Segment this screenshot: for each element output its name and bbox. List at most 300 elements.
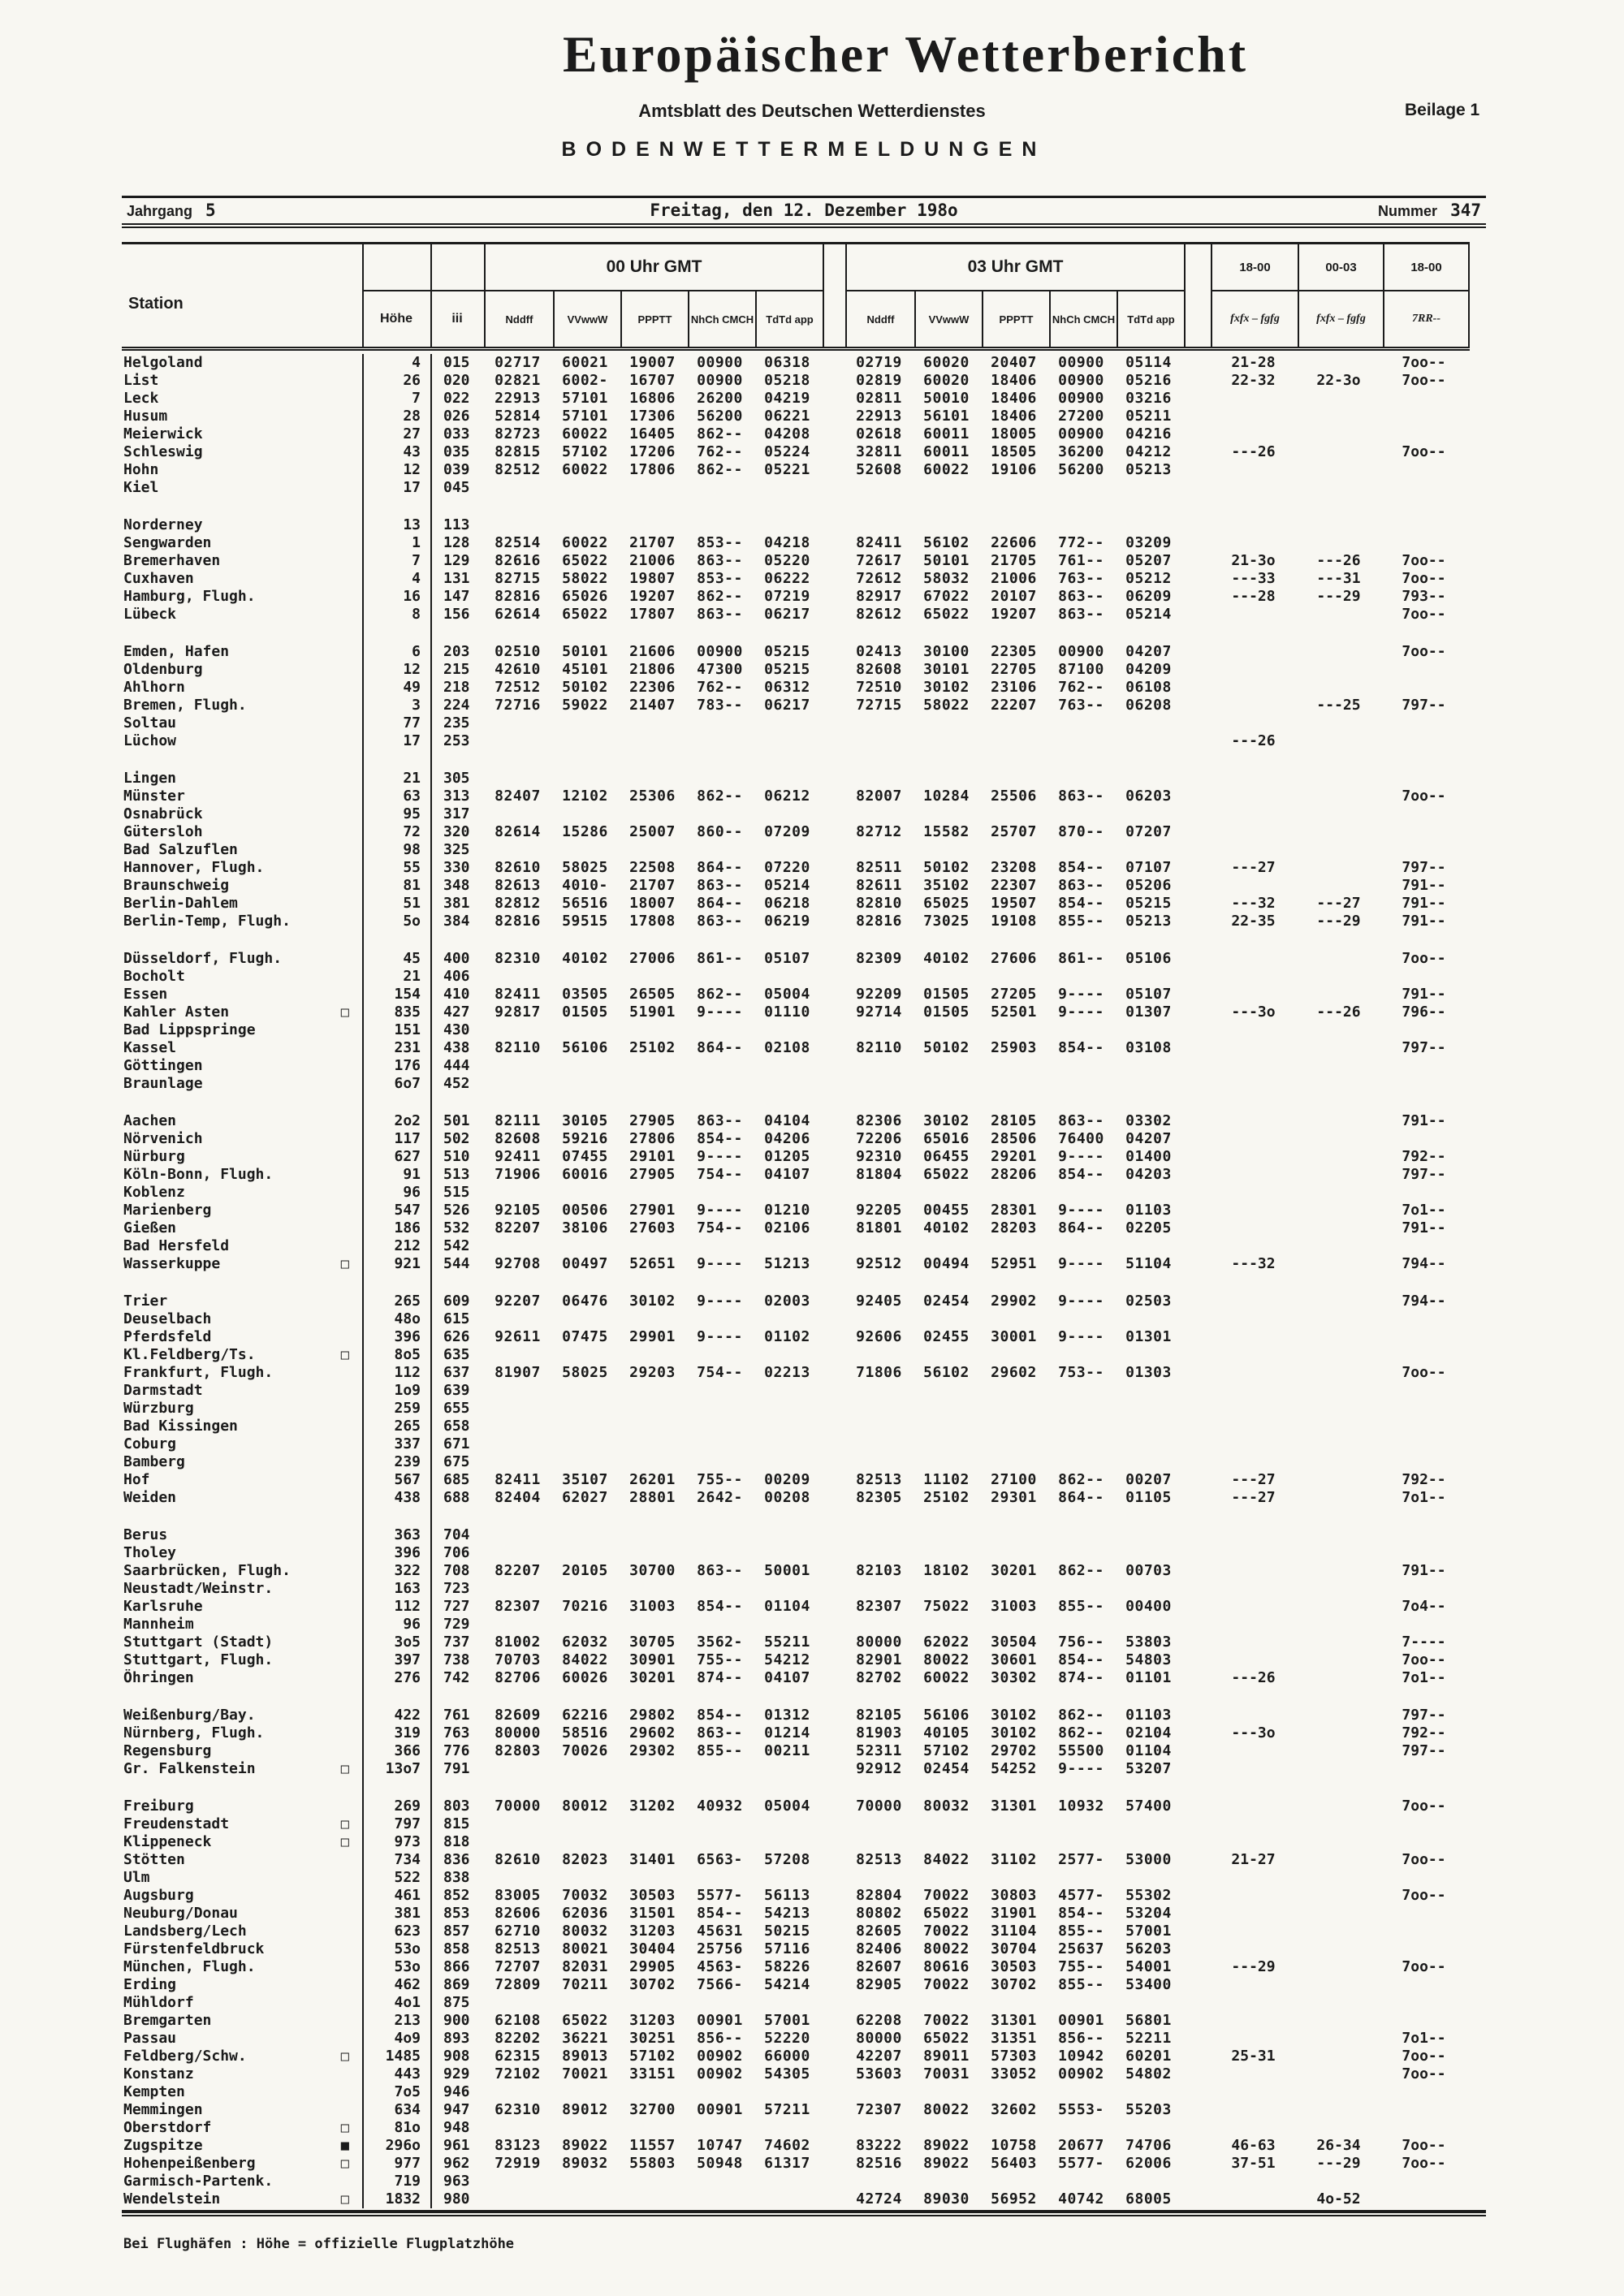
column-gap (821, 1544, 845, 1562)
obs-00-2: 16707 (629, 372, 676, 389)
obs-00-1: 70021 (562, 2065, 608, 2082)
obs-03-1: 60022 (923, 461, 970, 478)
obs-00-1: 58025 (562, 859, 608, 876)
precip-7rr: 791-- (1402, 986, 1446, 1003)
column-gap (1182, 1237, 1211, 1255)
column-gap (1182, 552, 1211, 570)
precip-7rr: 793-- (1402, 588, 1446, 605)
obs-03-3 (1047, 2173, 1115, 2190)
obs-00-4 (754, 770, 821, 788)
obs-03-4: 00400 (1125, 1598, 1172, 1615)
right-col-label-0: 18-00 (1239, 260, 1271, 274)
obs-03-2: 22307 (991, 877, 1037, 894)
obs-00-2 (619, 1580, 686, 1598)
wind-extreme-18-00 (1211, 1905, 1296, 1923)
subcol-label-4: TdTd app (755, 291, 823, 347)
station-height: 13o7 (385, 1760, 421, 1777)
wind-extreme-18-00 (1211, 1166, 1296, 1184)
station-height: 547 (394, 1202, 421, 1219)
obs-00-1: 80021 (562, 1940, 608, 1957)
obs-03-4 (1115, 1994, 1182, 2012)
table-row (122, 1039, 1470, 1057)
precip-7rr (1381, 1544, 1466, 1562)
station-name: Osnabrück (123, 805, 203, 822)
obs-03-4: 05107 (1125, 986, 1172, 1003)
obs-03-1 (913, 516, 980, 534)
obs-03-3: 00900 (1058, 372, 1104, 389)
wind-extreme-00-03 (1296, 661, 1381, 679)
column-gap (821, 443, 845, 461)
wind-extreme-18-00 (1211, 950, 1296, 968)
station-height: 4 (412, 354, 421, 371)
column-gap (821, 950, 845, 968)
column-gap (821, 552, 845, 570)
obs-00-1 (551, 1237, 619, 1255)
station-height: 921 (394, 1255, 421, 1272)
obs-03-2: 31301 (991, 1798, 1037, 1815)
obs-00-4: 57001 (764, 2012, 810, 2029)
obs-03-4: 05216 (1125, 372, 1172, 389)
wind-extreme-18-00: ---32 (1231, 1255, 1276, 1272)
table-row (122, 1489, 1470, 1507)
obs-00-2 (619, 1057, 686, 1075)
precip-7rr: 791-- (1402, 913, 1446, 930)
precip-7rr (1381, 1418, 1466, 1435)
precip-7rr: 7oo-- (1402, 2048, 1446, 2065)
obs-03-0: 02618 (856, 425, 902, 442)
station-height: 4o9 (394, 2030, 421, 2047)
column-gap (821, 1184, 845, 1202)
obs-00-0: 02821 (495, 372, 541, 389)
column-gap (1182, 1994, 1211, 2012)
table-row (122, 1616, 1470, 1634)
obs-00-0: 81907 (495, 1364, 541, 1381)
obs-03-2: 30803 (991, 1887, 1037, 1904)
station-name: Feldberg/Schw. □ (123, 2048, 349, 2065)
wind-extreme-00-03 (1296, 1148, 1381, 1166)
table-row (122, 2048, 1470, 2065)
table-row (122, 1453, 1470, 1471)
obs-03-2 (980, 1833, 1047, 1851)
column-gap (1182, 1976, 1211, 1994)
column-gap (1182, 1833, 1211, 1851)
column-gap (1182, 1869, 1211, 1887)
obs-03-4 (1115, 1382, 1182, 1400)
column-gap (1182, 443, 1211, 461)
obs-00-2 (619, 1418, 686, 1435)
obs-00-4: 04206 (764, 1130, 810, 1147)
obs-00-3: 863-- (697, 913, 743, 930)
obs-03-3 (1047, 1616, 1115, 1634)
wind-extreme-18-00 (1211, 823, 1296, 841)
obs-00-3: 2642- (697, 1489, 743, 1506)
obs-03-3: 2577- (1058, 1851, 1104, 1868)
obs-00-2: 31401 (629, 1851, 676, 1868)
obs-03-0 (845, 1580, 913, 1598)
obs-00-4: 00211 (764, 1742, 810, 1759)
obs-00-1 (551, 1526, 619, 1544)
obs-03-4 (1115, 714, 1182, 732)
obs-00-2: 21707 (629, 877, 676, 894)
right-col-sub-0: fxfx – fgfg (1212, 290, 1298, 347)
table-row (122, 552, 1470, 570)
obs-00-2 (619, 1310, 686, 1328)
column-gap (821, 805, 845, 823)
obs-00-3 (686, 714, 754, 732)
obs-00-4: 02213 (764, 1364, 810, 1381)
column-gap (1182, 1760, 1211, 1778)
table-row (122, 1166, 1470, 1184)
column-gap (1182, 1798, 1211, 1815)
station-number: 893 (443, 2030, 470, 2047)
column-gap (1182, 1580, 1211, 1598)
group-03-label: 03 Uhr GMT (967, 257, 1064, 276)
obs-03-2 (980, 714, 1047, 732)
station-height: 91 (403, 1166, 421, 1183)
station-height: 112 (394, 1364, 421, 1381)
table-row (122, 2083, 1470, 2101)
column-gap (821, 1148, 845, 1166)
obs-03-3 (1047, 770, 1115, 788)
station-height: 396 (394, 1328, 421, 1345)
obs-00-3: 864-- (697, 895, 743, 912)
station-name: Gütersloh (123, 823, 203, 840)
obs-00-4: 07209 (764, 823, 810, 840)
obs-03-3: 76400 (1058, 1130, 1104, 1147)
wind-extreme-00-03: ---26 (1316, 1003, 1361, 1021)
obs-00-4: 04208 (764, 425, 810, 442)
obs-00-3 (686, 2119, 754, 2137)
station-height: 977 (394, 2155, 421, 2172)
station-number: 738 (443, 1651, 470, 1668)
station-number: 510 (443, 1148, 470, 1165)
obs-03-3: 855-- (1058, 913, 1104, 930)
obs-03-0: 82007 (856, 788, 902, 805)
obs-00-3 (686, 1760, 754, 1778)
station-name: Meierwick (123, 425, 203, 442)
column-gap (1182, 588, 1211, 606)
wind-extreme-00-03 (1296, 714, 1381, 732)
station-name: Freudenstadt □ (123, 1815, 349, 1832)
station-number: 639 (443, 1382, 470, 1399)
station-height: 627 (394, 1148, 421, 1165)
obs-00-3: 26200 (697, 390, 743, 407)
obs-00-0: 62315 (495, 2048, 541, 2065)
column-gap (1182, 1616, 1211, 1634)
obs-03-1: 40102 (923, 1219, 970, 1236)
table-row (122, 2119, 1470, 2137)
station-height: 27 (403, 425, 421, 442)
obs-00-3: 874-- (697, 1669, 743, 1686)
obs-03-0 (845, 770, 913, 788)
obs-00-2 (619, 1346, 686, 1364)
station-height: 443 (394, 2065, 421, 2082)
obs-03-2 (980, 2083, 1047, 2101)
obs-00-3 (686, 841, 754, 859)
obs-00-2 (619, 805, 686, 823)
wind-extreme-00-03 (1296, 1562, 1381, 1580)
station-name: Hof (123, 1471, 150, 1488)
station-height: 623 (394, 1923, 421, 1940)
obs-00-4: 05221 (764, 461, 810, 478)
station-number: 384 (443, 913, 470, 930)
obs-00-1 (551, 1400, 619, 1418)
obs-00-1: 59216 (562, 1130, 608, 1147)
station-name: Bremen, Flugh. (123, 697, 247, 714)
obs-00-2: 21006 (629, 552, 676, 569)
obs-03-0: 92512 (856, 1255, 902, 1272)
obs-00-0: 22913 (495, 390, 541, 407)
obs-00-2: 30201 (629, 1669, 676, 1686)
station-height: 212 (394, 1237, 421, 1254)
obs-03-3: 00900 (1058, 390, 1104, 407)
obs-03-4: 07107 (1125, 859, 1172, 876)
obs-03-2: 20407 (991, 354, 1037, 371)
column-gap (821, 534, 845, 552)
obs-00-0: 72919 (495, 2155, 541, 2172)
obs-03-0: 92205 (856, 1202, 902, 1219)
wind-extreme-18-00: ---3o (1231, 1003, 1276, 1021)
obs-03-1 (913, 714, 980, 732)
obs-00-1 (551, 732, 619, 750)
obs-03-1 (913, 1869, 980, 1887)
station-marker-icon: □ (340, 2120, 349, 2136)
station-number: 022 (443, 390, 470, 407)
wind-extreme-00-03 (1296, 1382, 1381, 1400)
wind-extreme-00-03 (1296, 1651, 1381, 1669)
obs-00-4: 56113 (764, 1887, 810, 1904)
obs-03-3: 762-- (1058, 679, 1104, 696)
obs-00-3: 862-- (697, 461, 743, 478)
station-number: 858 (443, 1940, 470, 1957)
station-name: Weißenburg/Bay. (123, 1707, 256, 1724)
wind-extreme-18-00: 21-3o (1231, 552, 1276, 569)
table-row (122, 1293, 1470, 1310)
divider-line (362, 354, 364, 2208)
obs-03-1: 10284 (923, 788, 970, 805)
column-gap (1182, 1346, 1211, 1364)
table-row (122, 1382, 1470, 1400)
precip-7rr (1381, 1833, 1466, 1851)
table-row (122, 1760, 1470, 1778)
obs-03-2: 23208 (991, 859, 1037, 876)
table-row (122, 2173, 1470, 2190)
wind-extreme-00-03 (1296, 788, 1381, 805)
right-col-label-2: 18-00 (1383, 244, 1468, 290)
obs-03-0: 82513 (856, 1851, 902, 1868)
obs-03-4: 54803 (1125, 1651, 1172, 1668)
obs-00-4: 05214 (764, 877, 810, 894)
obs-00-4 (754, 1057, 821, 1075)
obs-00-0 (484, 1021, 551, 1039)
wind-extreme-18-00 (1211, 2101, 1296, 2119)
obs-00-2 (619, 1833, 686, 1851)
column-gap (821, 968, 845, 986)
station-number: 626 (443, 1328, 470, 1345)
obs-03-4 (1115, 1544, 1182, 1562)
obs-00-3 (686, 1544, 754, 1562)
table-row (122, 770, 1470, 788)
obs-00-2 (619, 2083, 686, 2101)
table-row (122, 1544, 1470, 1562)
obs-03-3 (1047, 1237, 1115, 1255)
wind-extreme-00-03 (1296, 1202, 1381, 1219)
wind-extreme-00-03 (1296, 2048, 1381, 2065)
wind-extreme-00-03 (1296, 425, 1381, 443)
obs-03-1: 60011 (923, 443, 970, 460)
station-number: 348 (443, 877, 470, 894)
obs-03-0: 32811 (856, 443, 902, 460)
obs-00-2: 19207 (629, 588, 676, 605)
obs-00-4: 61317 (764, 2155, 810, 2172)
column-gap (821, 1887, 845, 1905)
precip-7rr: 7oo-- (1402, 2065, 1446, 2082)
obs-03-4: 04209 (1125, 661, 1172, 678)
subcol-label-2: PPPTT (982, 291, 1049, 347)
station-height: 296o (385, 2137, 421, 2154)
column-gap (1182, 1219, 1211, 1237)
wind-extreme-18-00: ---27 (1231, 1471, 1276, 1488)
obs-03-2 (980, 1021, 1047, 1039)
obs-00-1: 58025 (562, 1364, 608, 1381)
precip-7rr (1381, 1130, 1466, 1148)
obs-03-2: 25707 (991, 823, 1037, 840)
obs-03-4 (1115, 1310, 1182, 1328)
obs-03-1 (913, 1057, 980, 1075)
obs-00-4 (754, 1616, 821, 1634)
obs-00-3: 00900 (697, 372, 743, 389)
station-height: 1832 (385, 2190, 421, 2208)
station-height: 176 (394, 1057, 421, 1074)
table-row (122, 2137, 1470, 2155)
obs-00-4 (754, 479, 821, 497)
station-number: 218 (443, 679, 470, 696)
obs-03-2 (980, 1382, 1047, 1400)
obs-00-0 (484, 516, 551, 534)
obs-00-4: 04107 (764, 1166, 810, 1183)
obs-00-1: 00497 (562, 1255, 608, 1272)
wind-extreme-00-03 (1296, 1057, 1381, 1075)
obs-00-4: 04107 (764, 1669, 810, 1686)
obs-03-0 (845, 968, 913, 986)
obs-03-2 (980, 1869, 1047, 1887)
precip-7rr: 797-- (1402, 1707, 1446, 1724)
column-gap (1182, 1039, 1211, 1057)
obs-00-2 (619, 1544, 686, 1562)
station-name: Hohn (123, 461, 159, 478)
block-gap (122, 1778, 1470, 1798)
column-gap (1182, 1489, 1211, 1507)
column-gap (821, 461, 845, 479)
column-gap (821, 479, 845, 497)
column-gap (821, 1255, 845, 1273)
precip-7rr (1381, 2083, 1466, 2101)
table-row (122, 986, 1470, 1003)
precip-7rr (1381, 1021, 1466, 1039)
station-name: Bamberg (123, 1453, 185, 1470)
obs-03-1: 35102 (923, 877, 970, 894)
obs-00-3: 754-- (697, 1166, 743, 1183)
obs-00-2 (619, 1382, 686, 1400)
precip-7rr (1381, 1075, 1466, 1093)
wind-extreme-00-03 (1296, 1310, 1381, 1328)
station-name: Karlsruhe (123, 1598, 203, 1615)
table-row (122, 1958, 1470, 1976)
right-col-label-1: 00-03 (1298, 244, 1383, 290)
precip-7rr (1381, 408, 1466, 425)
station-name: Kassel (123, 1039, 177, 1056)
obs-00-4 (754, 1382, 821, 1400)
column-gap (821, 823, 845, 841)
obs-00-0: 82310 (495, 950, 541, 967)
station-height: 98 (403, 841, 421, 858)
obs-03-3: 00902 (1058, 2065, 1104, 2082)
obs-03-0: 82905 (856, 1976, 902, 1993)
obs-03-3: 5553- (1058, 2101, 1104, 2118)
obs-03-2: 27606 (991, 950, 1037, 967)
wind-extreme-18-00 (1211, 714, 1296, 732)
precip-7rr (1381, 479, 1466, 497)
obs-03-0: 72206 (856, 1130, 902, 1147)
station-number: 723 (443, 1580, 470, 1597)
station-number: 253 (443, 732, 470, 749)
wind-extreme-00-03 (1296, 2065, 1381, 2083)
obs-03-1 (913, 1418, 980, 1435)
obs-00-1 (551, 2190, 619, 2208)
obs-00-2: 31202 (629, 1798, 676, 1815)
obs-03-3: 772-- (1058, 534, 1104, 551)
station-height: 363 (394, 1526, 421, 1543)
obs-03-2: 19207 (991, 606, 1037, 623)
station-height: 5o (403, 913, 421, 930)
station-name: Nürnberg, Flugh. (123, 1724, 265, 1741)
wind-extreme-18-00: ---33 (1231, 570, 1276, 587)
obs-00-1: 65022 (562, 2012, 608, 2029)
table-row (122, 1707, 1470, 1724)
obs-03-2: 22207 (991, 697, 1037, 714)
obs-00-4: 06219 (764, 913, 810, 930)
station-name: Bremgarten (123, 2012, 212, 2029)
obs-03-2: 30302 (991, 1669, 1037, 1686)
obs-00-4 (754, 1021, 821, 1039)
station-name: Trier (123, 1293, 168, 1310)
obs-03-0: 81804 (856, 1166, 902, 1183)
table-row (122, 679, 1470, 697)
obs-03-4 (1115, 1418, 1182, 1435)
column-gap (1182, 1435, 1211, 1453)
obs-03-0 (845, 1435, 913, 1453)
wind-extreme-00-03: ---29 (1316, 2155, 1361, 2172)
obs-03-3: 55500 (1058, 1742, 1104, 1759)
station-number: 815 (443, 1815, 470, 1832)
wind-extreme-18-00: ---26 (1231, 732, 1276, 749)
obs-03-0: 80802 (856, 1905, 902, 1922)
obs-00-4: 07219 (764, 588, 810, 605)
obs-00-2: 30702 (629, 1976, 676, 1993)
obs-03-2: 29201 (991, 1148, 1037, 1165)
obs-00-4: 01110 (764, 1003, 810, 1021)
obs-00-3 (686, 732, 754, 750)
station-height: 381 (394, 1905, 421, 1922)
obs-03-4 (1115, 2173, 1182, 2190)
obs-00-4: 05215 (764, 643, 810, 660)
obs-03-1 (913, 1382, 980, 1400)
obs-03-3 (1047, 1453, 1115, 1471)
obs-00-2: 26505 (629, 986, 676, 1003)
obs-03-3: 9---- (1058, 1003, 1104, 1021)
obs-00-4: 02106 (764, 1219, 810, 1236)
obs-03-0 (845, 1526, 913, 1544)
